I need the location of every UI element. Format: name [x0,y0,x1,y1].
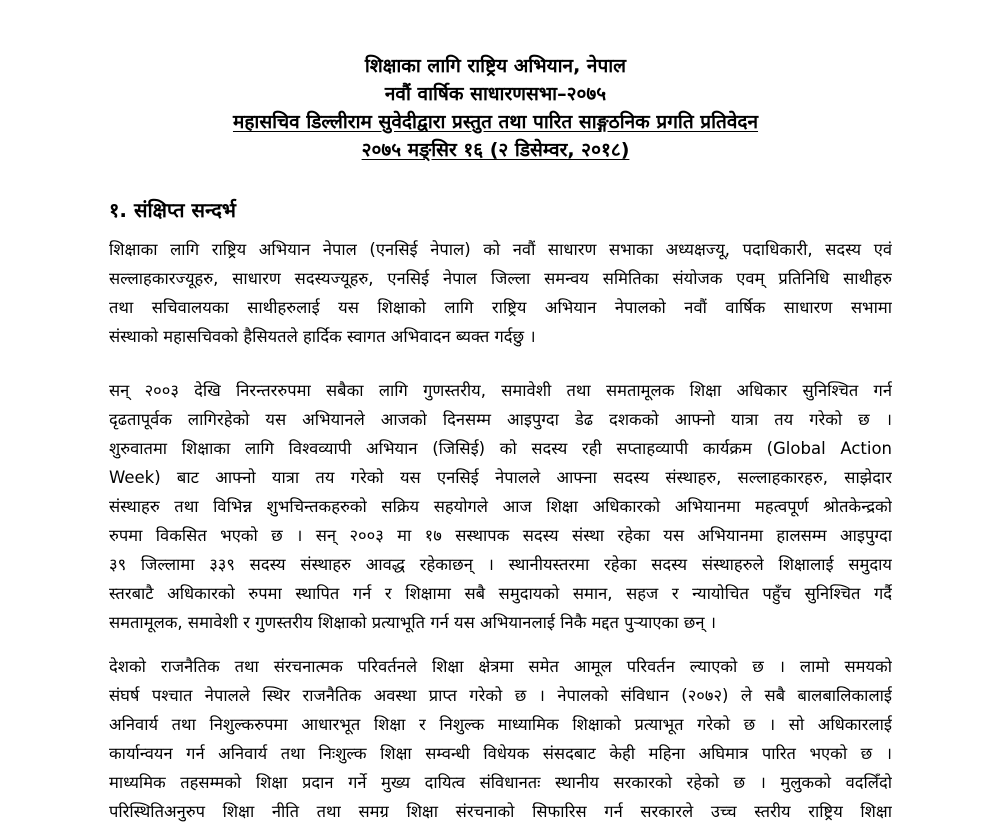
paragraph-line: देशको राजनैतिक तथा संरचनात्मक परिवर्तनले शिक्षा क्षेत्रमा समेत आमूल परिवर्तन ल्याएको छ । लामो समयको [109,657,892,676]
organization-title: शिक्षाका लागि राष्ट्रिय अभियान, नेपाल [364,55,627,77]
paragraph-line: रुपमा विकसित भएको छ । सन् २००३ मा १७ सस्थापक सदस्य संस्था रहेका यस अभियानमा हालसम्म आइपुग्दा [109,526,892,545]
paragraph-line: सन् २००३ देखि निरन्तररुपमा सबैका लागि गुणस्तरीय, समावेशी तथा समतामूलक शिक्षा अधिकार सुनिश्चित गर्न [109,381,892,400]
paragraph-line: कार्यान्वयन गर्न अनिवार्य तथा निःशुल्क शिक्षा सम्वन्धी विधेयक संसदबाट केही महिना अघिमात्र पारित भएको छ । [109,744,892,763]
paragraph-line: समतामूलक, समावेशी र गुणस्तरीय शिक्षाको प्रत्याभूति गर्न यस अभियानलाई निकै मद्दत पुर्‍याएका छन् । [109,613,716,632]
paragraph-history [109,376,892,637]
paragraph-line: स्तरबाटै अधिकारको रुपमा स्थापित गर्न र शिक्षामा सबै समुदायको समान, सहज र न्यायोचित पहुँच सुनिश्चित गर्दै [109,584,892,603]
section-heading: १. संक्षिप्त सन्दर्भ [109,198,236,222]
paragraph-line: परिस्थितिअनुरुप शिक्षा नीति तथा समग्र शिक्षा संरचनाको सिफारिस गर्न सरकारले उच्च स्तरीय राष्ट्रिय शिक्षा [109,802,892,821]
paragraph-line: ३९ जिल्लामा ३३९ सदस्य संस्थाहरु आवद्ध रहेकाछन् । स्थानीयस्तरमा रहेका सदस्य संस्थाहरुले शिक्षालाई समुदाय [109,555,892,574]
report-title: महासचिव डिल्लीराम सुवेदीद्वारा प्रस्तुत तथा पारित साङ्गठनिक प्रगति प्रतिवेदन [232,111,759,133]
paragraph-line: अनिवार्य तथा निशुल्करुपमा आधारभूत शिक्षा र निशुल्क माध्यामिक शिक्षाको प्रत्याभूत गरेको छ । सो अधिकारलाई [109,715,892,734]
paragraph-line: शुरुवातमा शिक्षाका लागि विश्वव्यापी अभियान (जिसिई) को सदस्य रही सप्ताहव्यापी कार्यक्रम (Global Action [109,439,892,458]
report-date: २०७५ मङ्सिर १६ (२ डिसेम्वर, २०१८) [361,139,630,161]
paragraph-line: दृढतापूर्वक लागिरहेको यस अभियानले आजको दिनसम्म आइपुग्दा डेढ दशकको आफ्नो यात्रा तय गरेको छ । [109,410,892,429]
paragraph-line: शिक्षाका लागि राष्ट्रिय अभियान नेपाल (एनसिई नेपाल) को नवौं साधारण सभाका अध्यक्षज्यू, पदाधिकारी, सदस्य एवं [109,240,892,259]
paragraph-line: संस्थाहरु तथा विभिन्न शुभचिन्तकहरुको सक्रिय सहयोगले आज शिक्षा अधिकारको अभियानमा महत्वपूर्ण श्रोतकेन्द्रको [109,497,892,516]
paragraph-line: माध्यमिक तहसम्मको शिक्षा प्रदान गर्ने मुख्य दायित्व संविधानतः स्थानीय सरकारको रहेको छ । मुलुकको वदलिँदो [109,773,892,792]
paragraph-welcome [109,235,892,351]
paragraph-line: संघर्ष पश्चात नेपालले स्थिर राजनैतिक अवस्था प्राप्त गरेको छ । नेपालको संविधान (२०७२) ले सबै बालबालिकालाई [109,686,892,705]
paragraph-line: तथा सचिवालयका साथीहरुलाई यस शिक्षाको लागि राष्ट्रिय अभियान नेपालको नवौं वार्षिक साधारण सभामा [109,298,892,317]
paragraph-line: संस्थाको महासचिवको हैसियतले हार्दिक स्वागत अभिवादन ब्यक्त गर्दछु । [109,327,536,346]
meeting-title: नवौं वार्षिक साधारणसभा–२०७५ [384,83,607,105]
paragraph-line: Week) बाट आफ्नो यात्रा तय गरेको यस एनसिई नेपालले आफ्ना सदस्य संस्थाहरु, सल्लाहकारहरु, साझेदार [109,468,892,487]
document-header [0,52,991,164]
paragraph-political-context [109,652,892,826]
paragraph-line: सल्लाहकारज्यूहरु, साधारण सदस्यज्यूहरु, एनसिई नेपाल जिल्ला समन्वय समितिका संयोजक एवम् प्रतिनिधि साथीहरु [109,269,892,288]
